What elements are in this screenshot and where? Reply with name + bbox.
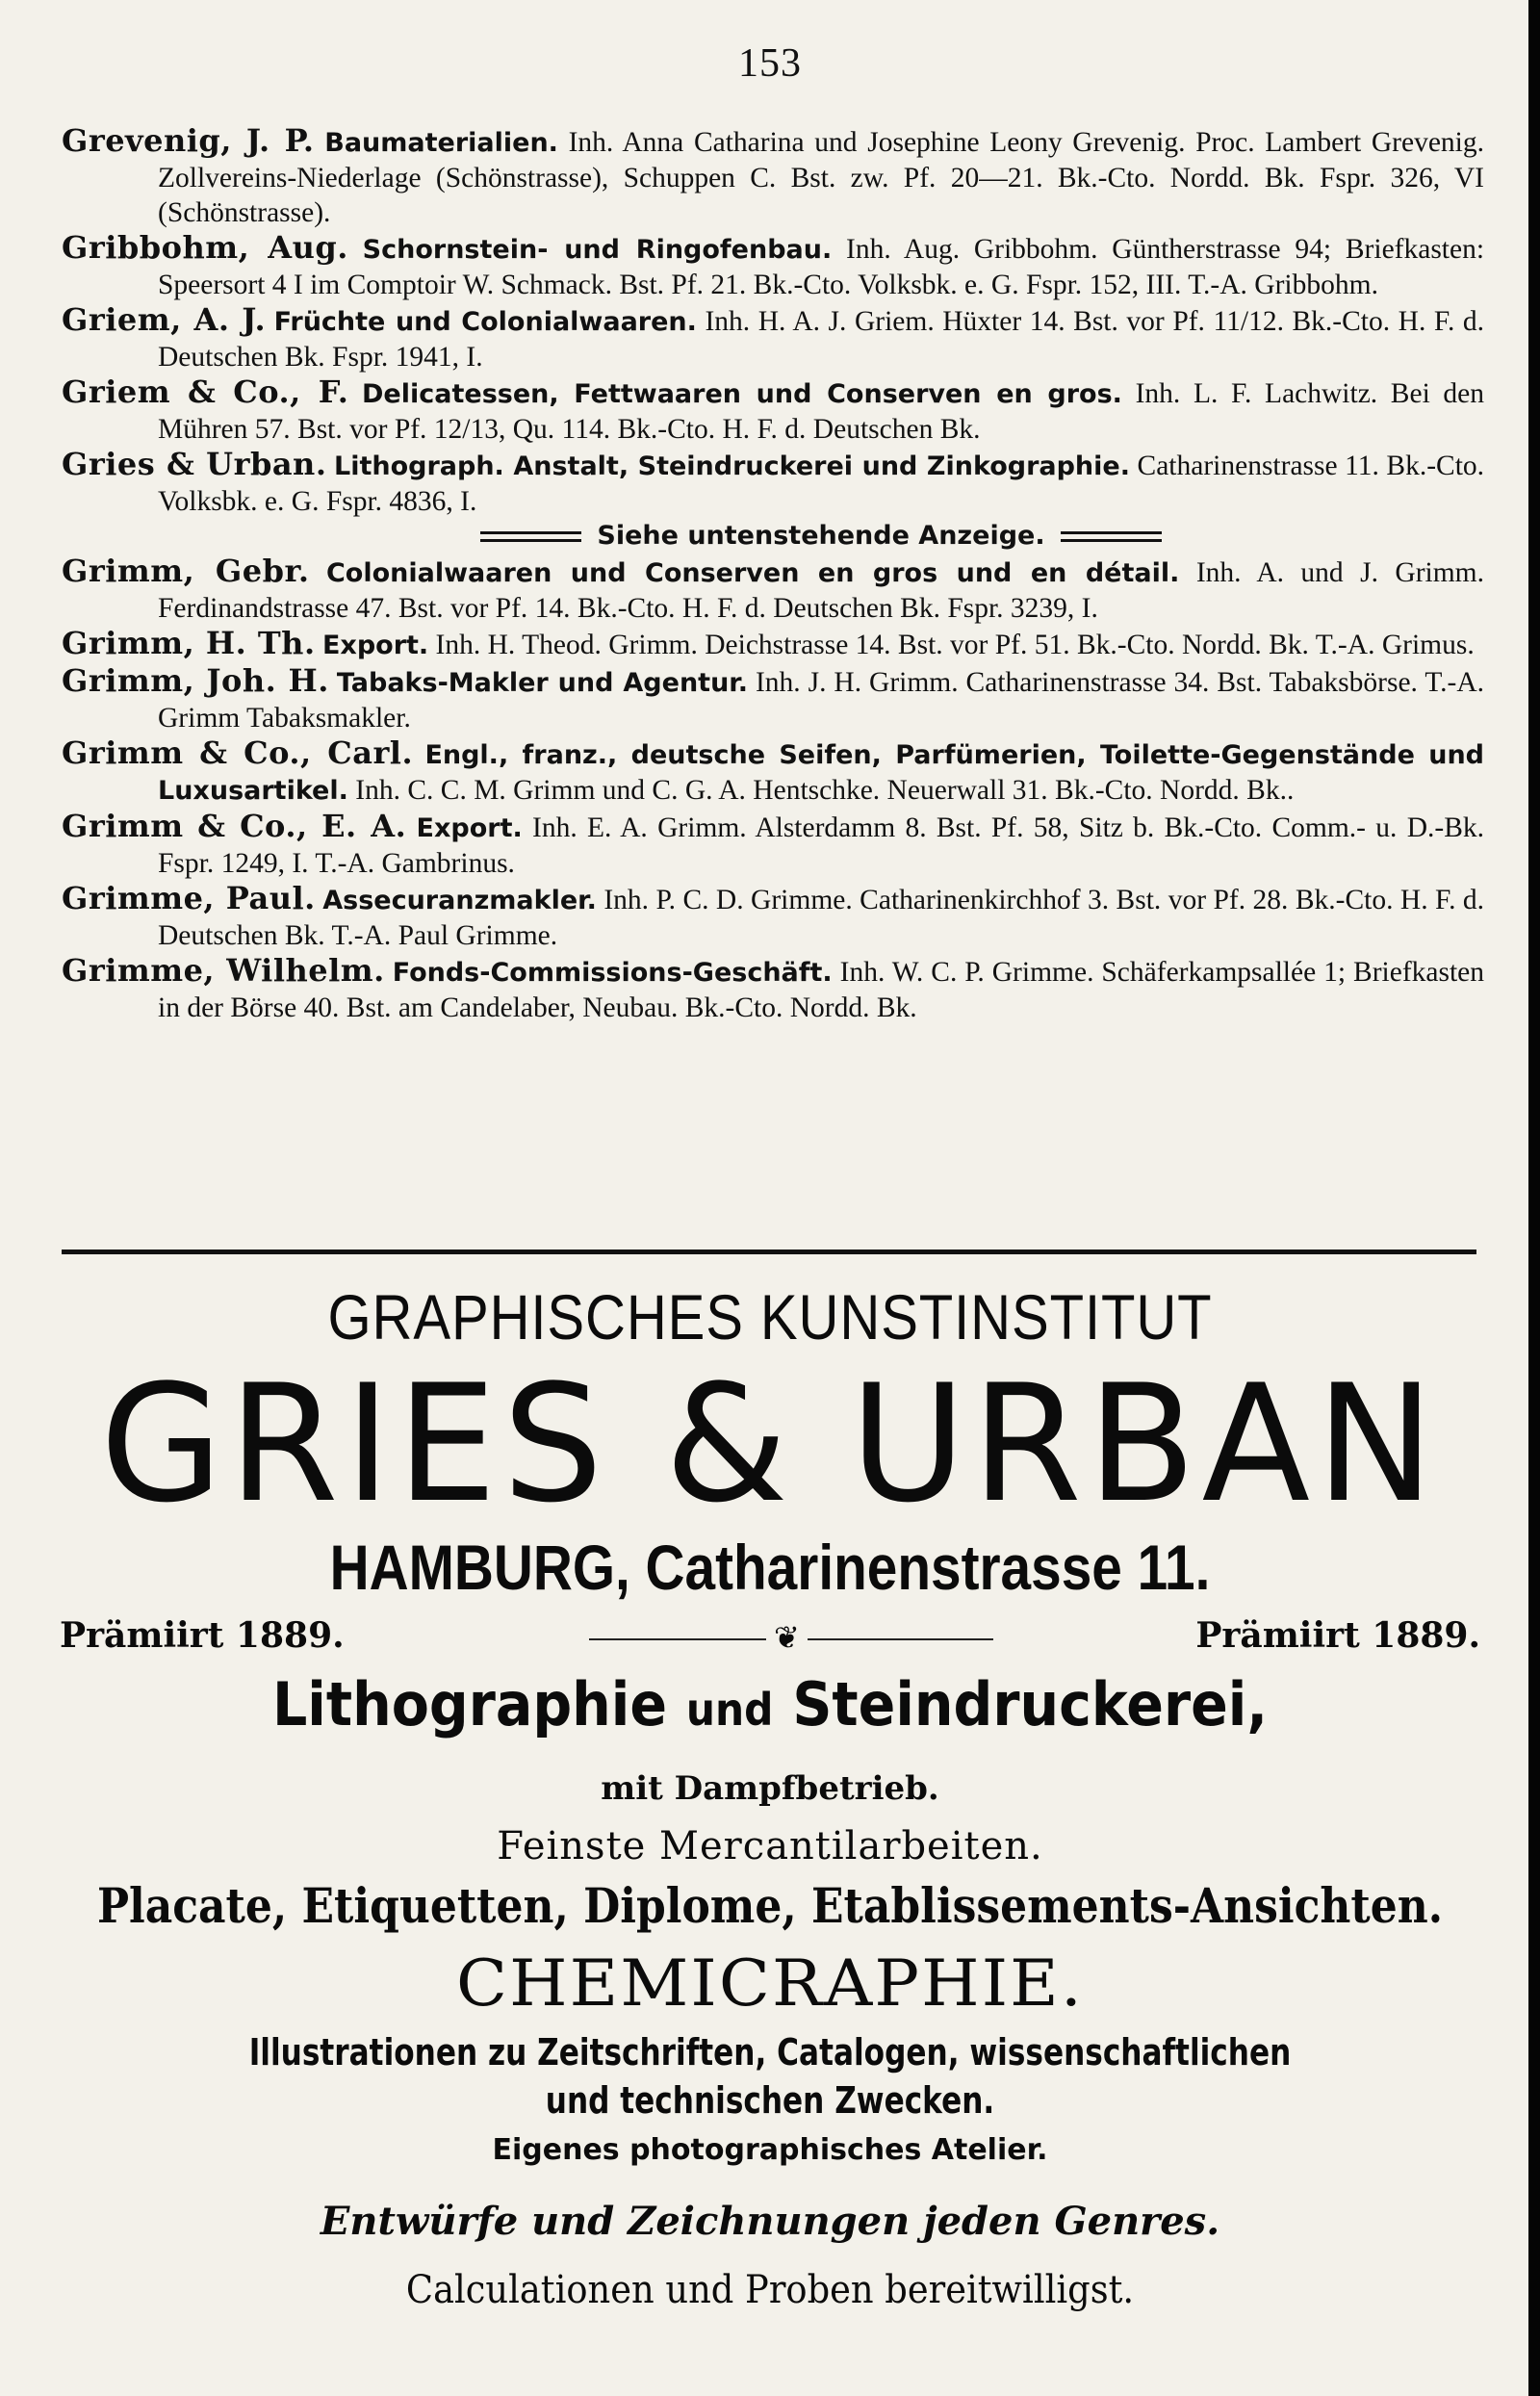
ad-designs: Entwürfe und Zeichnungen jeden Genres. <box>320 2199 1220 2244</box>
page-binding-edge <box>1528 0 1540 2396</box>
entry-trade: Früchte und Colonialwaaren. <box>273 307 697 337</box>
entry-name: Grimm, Gebr. <box>62 553 310 589</box>
entry-name: Grimm, Joh. H. <box>62 662 329 699</box>
award-right: Prämiirt 1889. <box>1195 1615 1480 1656</box>
entry-trade: Export. <box>321 631 429 660</box>
entry-trade: Tabaks-Makler und Agentur. <box>336 668 749 698</box>
award-left: Prämiirt 1889. <box>60 1615 345 1656</box>
entry-text: Catharinenstrasse 11. Bk.-Cto. Volksbk. e. G. Fspr. 4836, I. <box>158 451 1485 517</box>
ad-heading: GRAPHISCHES KUNSTINSTITUT <box>327 1281 1213 1353</box>
entry-text: Inh. Anna Catharina und Josephine Leony Grevenig. Proc. Lambert Grevenig. Zollvereins-Niederlage (Schönstrasse), Schuppen C. Bst. zw. Pf. 20—21. Bk.-Cto. Nordd. Bk. Fspr. 326, VI (Schönstrasse). <box>158 127 1485 228</box>
entry-text: Inh. J. H. Grimm. Catharinenstrasse 34. Bst. Tabaksbörse. T.-A. Grimm Tabaksmakler. <box>158 667 1485 734</box>
ad-steam: mit Dampfbetrieb. <box>601 1769 939 1808</box>
entry-name: Grimme, Wilhelm. <box>62 952 385 989</box>
entry-name: Grevenig, J. P. <box>62 122 315 159</box>
list-item <box>62 735 1484 809</box>
list-item <box>62 374 1484 447</box>
ad-calculations: Calculationen und Proben bereitwilligst. <box>405 2268 1135 2312</box>
entry-trade: Schornstein- und Ringofenbau. <box>362 235 833 265</box>
list-item <box>62 230 1484 302</box>
entry-trade: Assecuranzmakler. <box>322 886 597 915</box>
entry-trade: Lithograph. Anstalt, Steindruckerei und Zinkographie. <box>334 451 1130 481</box>
ad-mercantile: Feinste Mercantilarbeiten. <box>497 1824 1043 1868</box>
service-steindruckerei: Steindruckerei, <box>792 1669 1269 1739</box>
list-item <box>62 953 1484 1025</box>
entry-name: Grimm & Co., Carl. <box>62 734 414 771</box>
page-number: 153 <box>738 41 802 86</box>
service-connector: und <box>685 1684 774 1736</box>
ad-services <box>62 1669 1478 1739</box>
ad-illustrations-line-1: Illustrationen zu Zeitschriften, Catalogen, wissenschaftlichen <box>248 2031 1292 2074</box>
fleuron-icon: ❦ <box>766 1619 808 1656</box>
award-row <box>60 1615 1480 1663</box>
entry-trade: Baumaterialien. <box>324 128 558 158</box>
entry-name: Grimme, Paul. <box>62 880 316 916</box>
entry-text: Inh. L. F. Lachwitz. Bei den Mühren 57. Bst. vor Pf. 12/13, Qu. 114. Bk.-Cto. H. F. d. Deutschen Bk. <box>158 378 1485 445</box>
entry-trade: Export. <box>416 813 523 843</box>
entry-trade: Engl., franz., deutsche Seifen, Parfümerien, Toilette-Gegenstände und Luxusartikel. <box>158 740 1485 806</box>
entry-trade: Fonds-Commissions-Geschäft. <box>392 958 833 988</box>
ad-reference-notice <box>62 519 1484 554</box>
section-divider <box>62 1250 1476 1254</box>
entry-text: Inh. E. A. Grimm. Alsterdamm 8. Bst. Pf. 58, Sitz b. Bk.-Cto. Comm.- u. D.-Bk. Fspr. 1249, I. T.-A. Gambrinus. <box>158 812 1485 879</box>
entry-text: Inh. A. und J. Grimm. Ferdinandstrasse 47. Bst. vor Pf. 14. Bk.-Cto. H. F. d. Deutschen Bk. Fspr. 3239, I. <box>158 557 1484 624</box>
ad-address: HAMBURG, Catharinenstrasse 11. <box>329 1532 1211 1603</box>
directory-entries <box>62 123 1484 1025</box>
ad-illustrations-line-2: und technischen Zwecken. <box>545 2079 995 2122</box>
list-item <box>62 663 1484 735</box>
list-item <box>62 302 1484 374</box>
entry-name: Grimm & Co., E. A. <box>62 808 407 844</box>
service-lithographie: Lithographie <box>271 1669 668 1739</box>
entry-text: Inh. Aug. Gribbohm. Güntherstrasse 94; Briefkasten: Speersort 4 I im Comptoir W. Schmack. Bst. Pf. 21. Bk.-Cto. Volksbk. e. G. Fspr. 152, III. T.-A. Gribbohm. <box>158 234 1485 300</box>
ad-products: Placate, Etiquetten, Diplome, Etablissements-Ansichten. <box>96 1877 1444 1934</box>
entry-trade: Delicatessen, Fettwaaren und Conserven en gros. <box>362 379 1122 409</box>
notice-text: Siehe untenstehende Anzeige. <box>597 521 1045 551</box>
list-item <box>62 554 1484 626</box>
entry-name: Gribbohm, Aug. <box>62 229 348 266</box>
entry-name: Grimm, H. Th. <box>62 625 316 661</box>
double-rule-left <box>480 531 581 542</box>
list-item <box>62 447 1484 519</box>
list-item <box>62 809 1484 881</box>
entry-text: Inh. H. A. J. Griem. Hüxter 14. Bst. vor Pf. 11/12. Bk.-Cto. H. F. d. Deutschen Bk. Fspr. 1941, I. <box>158 306 1485 373</box>
list-item <box>62 123 1484 230</box>
ad-chemigraphie: CHEMICRAPHIE. <box>456 1946 1084 2021</box>
entry-text: Inh. C. C. M. Grimm und C. G. A. Hentschke. Neuerwall 31. Bk.-Cto. Nordd. Bk.. <box>355 775 1295 806</box>
entry-name: Griem & Co., F. <box>62 374 349 410</box>
entry-text: Inh. P. C. D. Grimme. Catharinenkirchhof 3. Bst. vor Pf. 28. Bk.-Cto. H. F. d. Deutschen Bk. T.-A. Paul Grimme. <box>158 885 1485 951</box>
entry-trade: Colonialwaaren und Conserven en gros und en détail. <box>325 558 1180 588</box>
double-rule-right <box>1061 531 1162 542</box>
entry-name: Gries & Urban. <box>62 446 327 482</box>
ad-atelier: Eigenes photographisches Atelier. <box>492 2133 1048 2167</box>
list-item <box>62 626 1484 663</box>
list-item <box>62 881 1484 953</box>
ad-firm-name: GRIES & URBAN <box>99 1350 1441 1538</box>
entry-text: Inh. H. Theod. Grimm. Deichstrasse 14. Bst. vor Pf. 51. Bk.-Cto. Nordd. Bk. T.-A. Grimus. <box>435 630 1475 660</box>
entry-name: Griem, A. J. <box>62 301 267 338</box>
entry-text: Inh. W. C. P. Grimme. Schäferkampsallée 1; Briefkasten in der Börse 40. Bst. am Candelaber, Neubau. Bk.-Cto. Nordd. Bk. <box>158 957 1485 1023</box>
